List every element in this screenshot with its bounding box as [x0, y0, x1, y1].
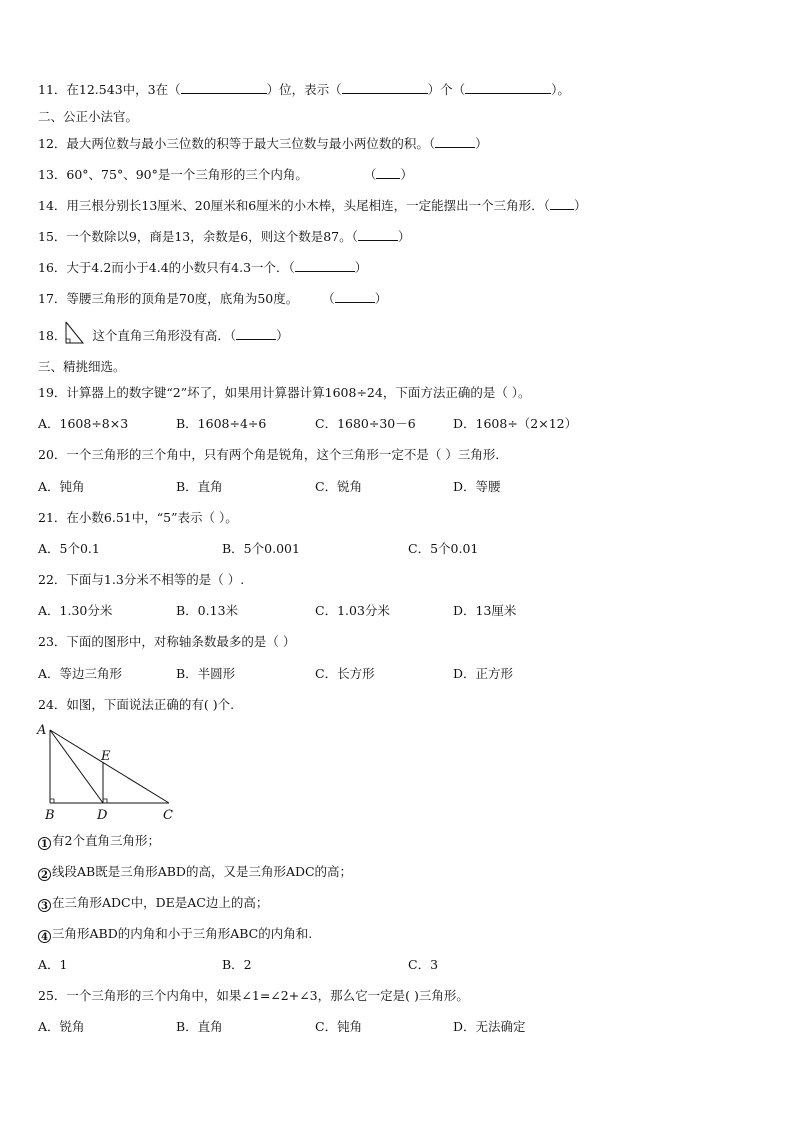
option-b[interactable]: B．2 [222, 957, 252, 972]
option-d[interactable]: D．等腰 [453, 479, 501, 494]
answer-blank[interactable] [295, 260, 355, 272]
question-15: 15．一个数除以9，商是13，余数是6，则这个数是87。（ ） [38, 229, 411, 244]
option-a[interactable]: A．等边三角形 [38, 666, 123, 681]
answer-blank[interactable] [335, 291, 375, 303]
answer-blank[interactable] [342, 82, 428, 94]
label-c: C [163, 808, 173, 823]
question-19: 19．计算器上的数字键“2”坏了，如果用计算器计算1608÷24，下面方法正确的是（ ）。 [38, 385, 531, 400]
statement-3: 3 在三角形ADC中，DE是AC边上的高； [38, 895, 268, 912]
label-a: A [37, 723, 47, 738]
question-25: 25．一个三角形的三个内角中，如果∠1=∠2+∠3，那么它一定是( )三角形。 [38, 988, 469, 1003]
option-c[interactable]: C．长方形 [315, 666, 375, 681]
question-13: 13．60°、75°、90°是一个三角形的三个内角。 （ ） [38, 167, 413, 182]
option-c[interactable]: C．1.03分米 [315, 603, 390, 618]
option-a[interactable]: A．1.30分米 [38, 603, 113, 618]
option-a[interactable]: A．5个0.1 [38, 541, 100, 556]
statement-1: 1 有2个直角三角形； [38, 833, 160, 850]
answer-blank[interactable] [358, 229, 398, 241]
question-18: 18． 这个直角三角形没有高．（ ） [38, 328, 289, 343]
answer-blank[interactable] [181, 82, 267, 94]
option-c[interactable]: C．3 [408, 957, 439, 972]
label-d: D [97, 808, 108, 823]
question-14: 14．用三根分别长13厘米、20厘米和6厘米的小木棒，头尾相连，一定能摆出一个三角形．（ ） [38, 198, 587, 213]
option-a[interactable]: A．钝角 [38, 479, 85, 494]
section-heading: 三、精挑细选。 [38, 359, 126, 374]
option-c[interactable]: C．1680÷30－6 [315, 416, 416, 431]
answer-blank[interactable] [550, 198, 574, 210]
option-b[interactable]: B．1608÷4÷6 [176, 416, 267, 431]
option-c[interactable]: C．钝角 [315, 1019, 363, 1034]
answer-blank[interactable] [236, 328, 276, 340]
option-b[interactable]: B．直角 [176, 1019, 223, 1034]
question-12: 12．最大两位数与最小三位数的积等于最大三位数与最小两位数的积。（ ） [38, 136, 488, 151]
right-triangle-figure [64, 320, 86, 346]
question-24: 24．如图，下面说法正确的有( )个. [38, 697, 235, 712]
option-b[interactable]: B．直角 [176, 479, 223, 494]
question-11: 11．在12.543中，3在（ ）位，表示（ ）个（ ）。 [38, 82, 570, 97]
option-b[interactable]: B．5个0.001 [222, 541, 300, 556]
label-b: B [45, 808, 55, 823]
label-e: E [101, 749, 111, 764]
option-d[interactable]: D．正方形 [453, 666, 514, 681]
question-17: 17．等腰三角形的顶角是70度，底角为50度。 （ ） [38, 291, 388, 306]
option-c[interactable]: C．5个0.01 [408, 541, 479, 556]
option-d[interactable]: D．1608÷（2×12） [453, 416, 578, 431]
question-23: 23．下面的图形中，对称轴条数最多的是（ ） [38, 634, 296, 649]
question-20: 20．一个三角形的三个角中，只有两个角是锐角，这个三角形一定不是（ ）三角形． [38, 447, 508, 462]
question-16: 16．大于4.2而小于4.4的小数只有4.3一个．（ ） [38, 260, 368, 275]
option-c[interactable]: C．锐角 [315, 479, 363, 494]
option-a[interactable]: A．锐角 [38, 1019, 85, 1034]
option-d[interactable]: D．无法确定 [453, 1019, 526, 1034]
answer-blank[interactable] [435, 136, 475, 148]
question-22: 22．下面与1.3分米不相等的是（ ）. [38, 572, 245, 587]
statement-2: 2 线段AB既是三角形ABD的高，又是三角形ADC的高； [38, 864, 352, 881]
answer-blank[interactable] [465, 82, 551, 94]
question-21: 21．在小数6.51中，“5”表示（ ）。 [38, 510, 238, 525]
geometry-figure [34, 720, 184, 824]
option-a[interactable]: A．1 [38, 957, 68, 972]
option-b[interactable]: B．0.13米 [176, 603, 239, 618]
option-b[interactable]: B．半圆形 [176, 666, 236, 681]
section-heading: 二、公正小法官。 [38, 109, 139, 124]
option-d[interactable]: D．13厘米 [453, 603, 517, 618]
answer-blank[interactable] [376, 167, 400, 179]
option-a[interactable]: A．1608÷8×3 [38, 416, 129, 431]
statement-4: 4 三角形ABD的内角和小于三角形ABC的内角和. [38, 926, 312, 943]
